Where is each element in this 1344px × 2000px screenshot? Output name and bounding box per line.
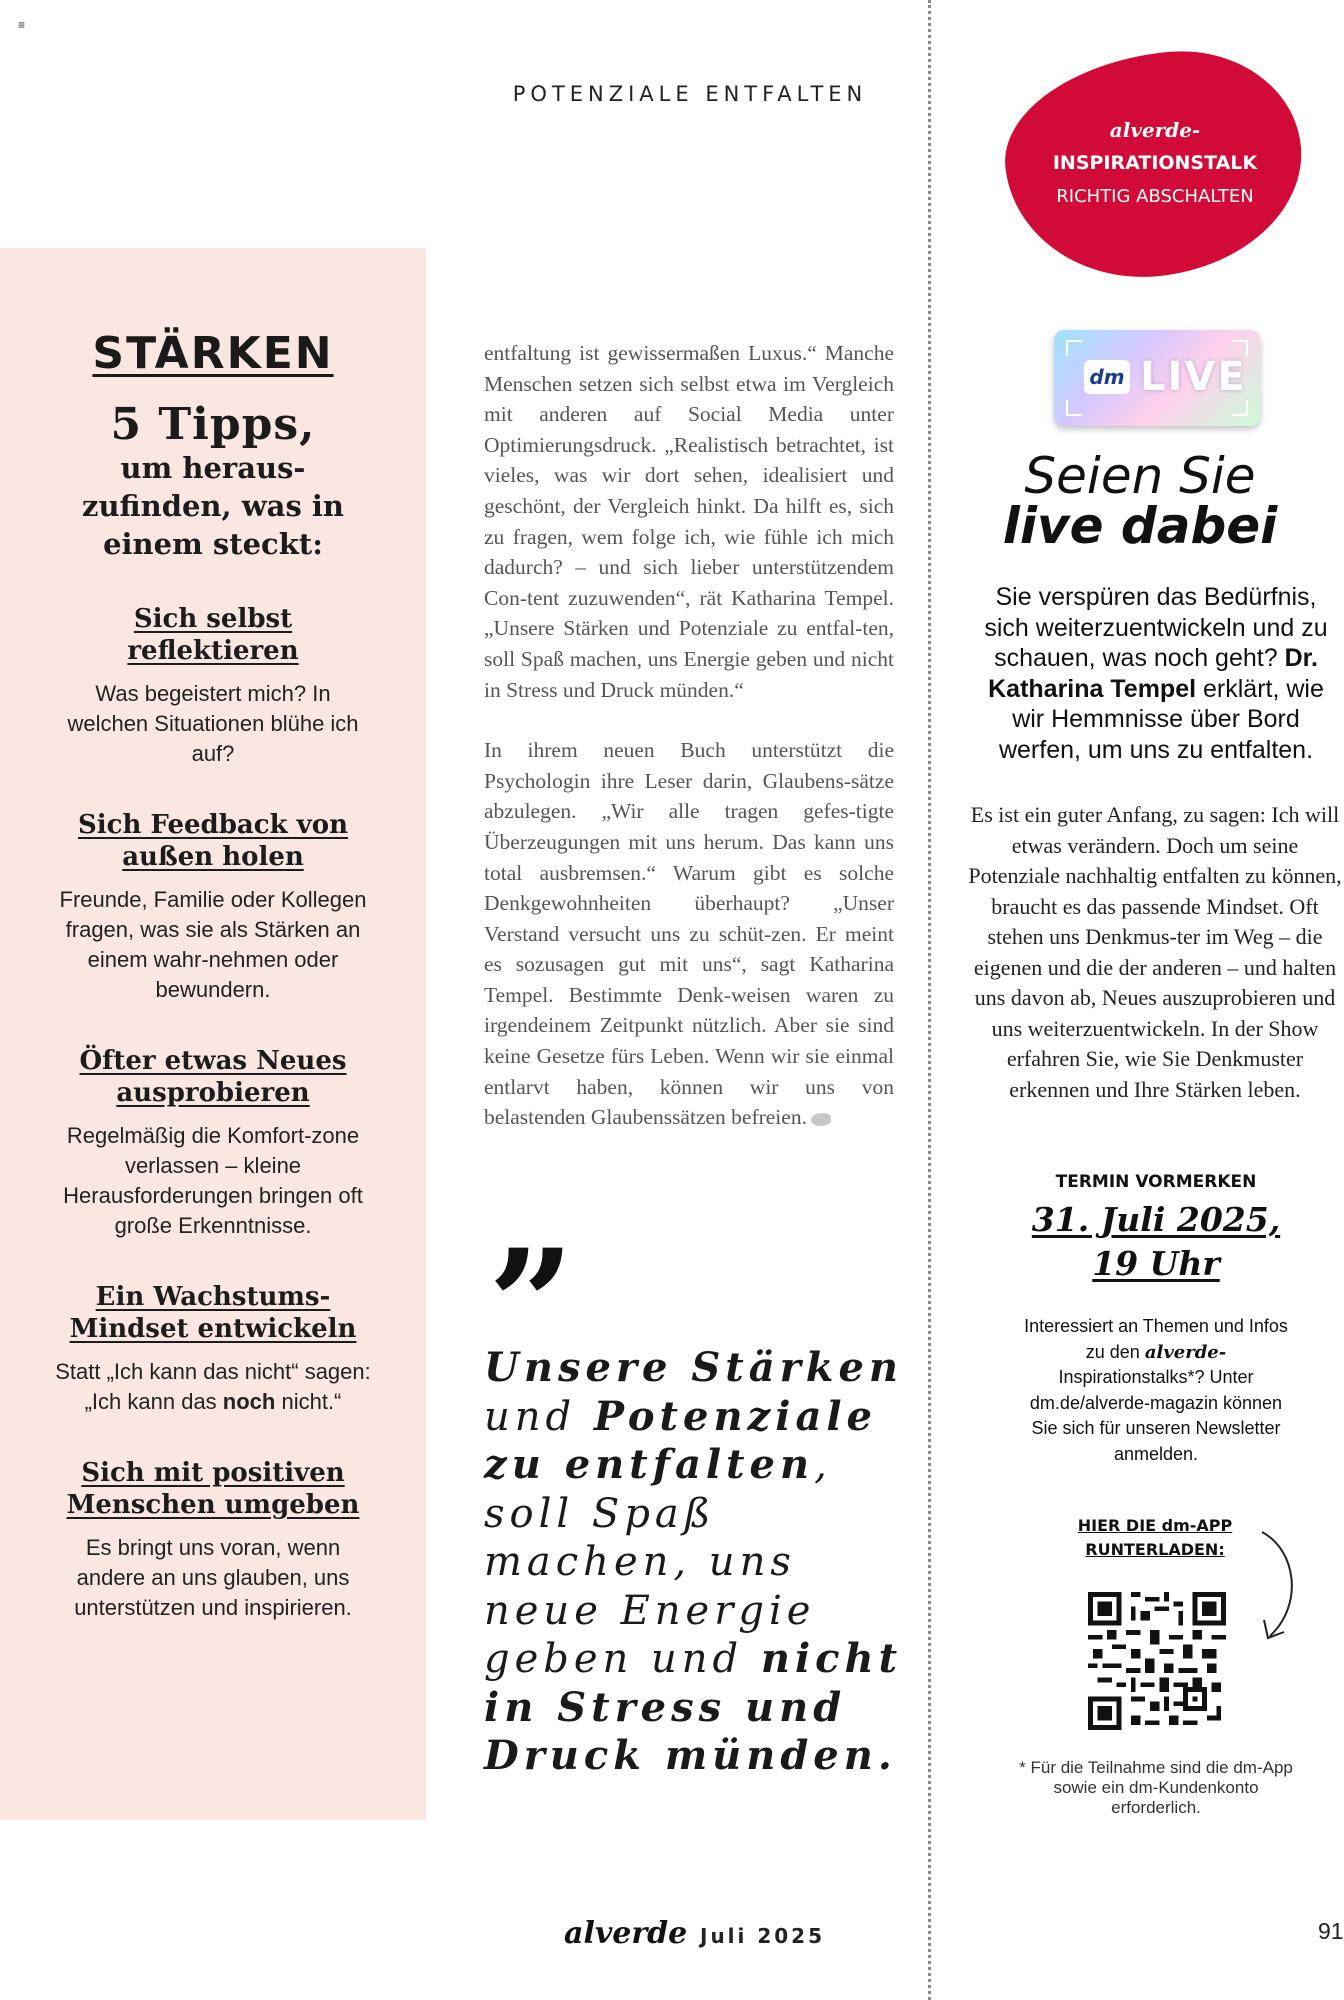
tip-item xyxy=(0,1281,426,1417)
app-download-link[interactable]: HIER DIE dm-APP RUNTERLADEN: xyxy=(1077,1516,1233,1559)
inspirationstalk-badge-text xyxy=(1010,118,1300,207)
section-label: POTENZIALE ENTFALTEN xyxy=(512,82,868,106)
tip-item xyxy=(0,809,426,1005)
termin-date-day: 31. Juli 2025, xyxy=(1031,1200,1281,1239)
badge-subtitle: RICHTIG ABSCHALTEN xyxy=(1056,186,1254,207)
article-paragraph-text: In ihrem neuen Buch unterstützt die Psychologin ihre Leser darin, Glaubens-sätze abzulegen. „Wir alle tragen gefes-tigte Überzeugungen mit uns herum. Das kann uns total ausbremsen.“ Warum gibt es solche Denkgewohnheiten überhaupt? „Unser Verstand versucht uns zu schüt-zen. Er meint es sozusagen gut mit uns“, sagt Katharina Tempel. Bestimmte Denk-weisen waren zu irgendeinem Zeitpunkt nützlich. Aber sie sind keine Gesetze fürs Leben. Wenn wir sie einmal entlarvt haben, können wir uns von belastenden Glaubenssätzen befreien. xyxy=(484,738,894,1130)
sidebar-subheading-large: 5 Tipps, xyxy=(110,399,316,450)
pull-quote-bold: Potenziale zu entfalten xyxy=(484,1392,878,1488)
pull-quote-bold: Unsere Stärken xyxy=(484,1344,903,1391)
footer-brand-logo: alverde xyxy=(564,1916,688,1951)
sidebar-subheading-small: um heraus-zufinden, was in einem steckt: xyxy=(81,451,344,561)
frame-corner xyxy=(1066,340,1082,356)
frame-corner xyxy=(1232,400,1248,416)
quote-mark-icon: ” xyxy=(488,1217,575,1393)
tip-text: Was begeistert mich? In welchen Situationen blühe ich auf? xyxy=(67,681,359,766)
page-number: 91 xyxy=(1318,1918,1344,1944)
tip-title: Ein Wachstums-Mindset entwickeln xyxy=(69,1282,357,1344)
tip-text: Es bringt uns voran, wenn andere an uns glauben, uns unterstützen und inspirieren. xyxy=(74,1535,352,1620)
termin-label: TERMIN VORMERKEN xyxy=(1055,1172,1257,1192)
newsletter-text: Interessiert an Themen und Infos zu den xyxy=(1024,1316,1288,1362)
newsletter-info xyxy=(1020,1314,1292,1467)
promo-headline-bold: live dabei xyxy=(1002,497,1278,555)
termin-date xyxy=(980,1198,1332,1286)
tip-text-part: Statt „Ich kann das nicht“ sagen: „Ich kann das xyxy=(55,1359,371,1414)
column-divider xyxy=(928,0,931,2000)
tip-item xyxy=(0,603,426,769)
tip-text: Freunde, Familie oder Kollegen fragen, was sie als Stärken an einem wahr-nehmen oder bewundern. xyxy=(59,887,367,1002)
end-mark-icon xyxy=(811,1113,831,1126)
termin-date-time: 19 Uhr xyxy=(1092,1244,1220,1283)
curved-arrow-icon xyxy=(1256,1528,1302,1644)
tip-title: Öfter etwas Neues ausprobieren xyxy=(79,1046,347,1108)
tips-sidebar xyxy=(0,248,426,1820)
menu-icon[interactable]: ≡ xyxy=(18,18,26,32)
badge-title: INSPIRATIONSTALK xyxy=(1052,152,1258,174)
newsletter-brand: alverde- xyxy=(1144,1341,1227,1363)
pull-quote-text: und xyxy=(484,1393,594,1440)
footnote: * Für die Teilnahme sind die dm-App sowie ein dm-Kundenkonto erforderlich. xyxy=(1019,1758,1293,1817)
tip-text xyxy=(53,1357,373,1417)
promo-body: Es ist ein guter Anfang, zu sagen: Ich will etwas verändern. Doch um seine Potenziale nachhaltig entfalten zu können, braucht es das passende Mindset. Oft stehen uns Denkmus-ter im Weg – die eigenen und die der anderen – und halten uns davon ab, Neues auszuprobieren und uns weiterzuentwickeln. In der Show erfahren Sie, wie Sie Denkmuster erkennen und Ihre Stärken leben. xyxy=(968,802,1342,1102)
tip-title: Sich Feedback von außen holen xyxy=(77,810,349,872)
promo-headline: Seien Sie xyxy=(1024,447,1256,505)
dm-logo-icon: dm xyxy=(1084,360,1130,394)
newsletter-text: Inspirationstalks*? Unter dm.de/alverde-magazin können Sie sich für unseren Newsletter anmelden. xyxy=(1029,1367,1283,1464)
promo-intro xyxy=(970,582,1342,766)
article-body xyxy=(484,338,894,1163)
tip-title: Sich mit positiven Menschen umgeben xyxy=(66,1458,360,1520)
tip-title: Sich selbst reflektieren xyxy=(127,604,299,666)
frame-corner xyxy=(1066,400,1082,416)
article-paragraph xyxy=(484,735,894,1133)
pull-quote-bold: nicht in Stress und Druck münden. xyxy=(484,1635,903,1779)
badge-brand: alverde- xyxy=(1109,118,1201,142)
promo-speaker-name: Dr. Katharina Tempel xyxy=(988,644,1318,703)
pull-quote-text: , soll Spaß machen, uns neue Energie geben und xyxy=(484,1442,832,1682)
qr-code-icon[interactable] xyxy=(1088,1592,1226,1730)
tip-text-part: nicht.“ xyxy=(275,1389,342,1414)
footer-issue: Juli 2025 xyxy=(700,1924,826,1948)
pull-quote xyxy=(484,1344,924,1781)
promo-intro-text: Sie verspüren das Bedürfnis, sich weiterzuentwickeln und zu schauen, was noch geht? xyxy=(984,583,1328,673)
tip-item xyxy=(0,1045,426,1241)
sidebar-heading: STÄRKEN xyxy=(92,328,334,379)
article-paragraph: entfaltung ist gewissermaßen Luxus.“ Manche Menschen setzen sich selbst etwa im Vergleich mit anderen auf Social Media unter Optimierungsdruck. „Realistisch betrachtet, ist vieles, was wir dort sehen, idealisiert und geschönt, der Vergleich hinkt. Da hilft es, sich zu fragen, wem folge ich, wie fühle ich mich dadurch? – und sich lieber unterstützendem Con-tent zuzuwenden“, rät Katharina Tempel. „Unsere Stärken und Potenziale zu entfal-ten, soll Spaß machen, uns Energie geben und nicht in Stress und Druck münden.“ xyxy=(484,341,894,702)
live-label: LIVE xyxy=(1140,354,1247,400)
tip-text-emphasis: noch xyxy=(222,1389,276,1414)
promo-intro-text: erklärt, wie wir Hemmnisse über Bord werfen, um uns zu entfalten. xyxy=(998,674,1324,764)
tip-text: Regelmäßig die Komfort-zone verlassen – kleine Herausforderungen bringen oft große Erkenntnisse. xyxy=(63,1123,363,1238)
dm-live-logo xyxy=(1054,330,1260,426)
tip-item xyxy=(0,1457,426,1623)
